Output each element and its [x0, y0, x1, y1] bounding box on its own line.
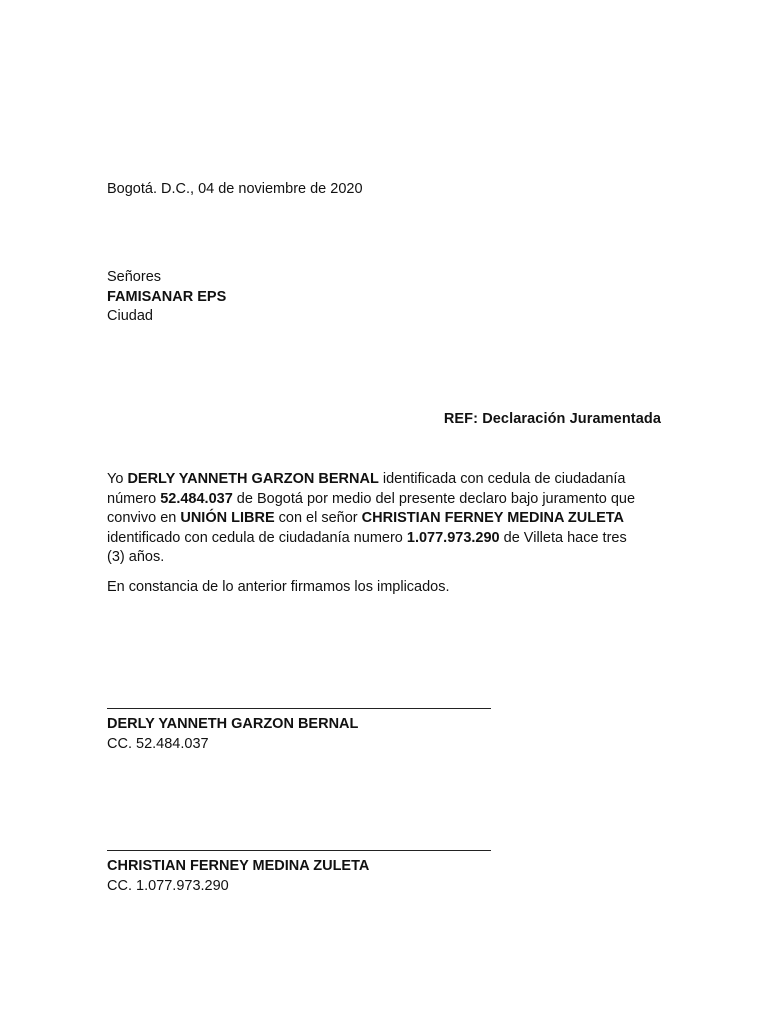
closing-statement: En constancia de lo anterior firmamos los implicados. — [107, 578, 450, 595]
signature-line — [107, 708, 491, 709]
signer-name-text: CHRISTIAN FERNEY MEDINA ZULETA — [107, 858, 370, 874]
recipient-block — [107, 268, 226, 327]
declaration-paragraph — [107, 470, 667, 568]
signer-id: CC. 52.484.037 — [107, 735, 209, 752]
signer-name-text: DERLY YANNETH GARZON BERNAL — [107, 716, 359, 732]
declarant-id-number: 52.484.037 — [160, 490, 233, 507]
signature-block-1 — [107, 708, 491, 754]
body-text: número — [107, 490, 161, 507]
letter-date: Bogotá. D.C., 04 de noviembre de 2020 — [107, 181, 363, 197]
declarant-name: DERLY YANNETH GARZON BERNAL — [127, 471, 379, 487]
body-text: de Villeta hace tres — [499, 529, 627, 546]
partner-name: CHRISTIAN FERNEY MEDINA ZULETA — [361, 510, 625, 526]
body-text: (3) años. — [107, 549, 165, 565]
body-text: convivo en — [107, 510, 181, 526]
signer-name — [107, 857, 491, 877]
body-text: de Bogotá por medio del presente declaro bajo juramento que — [232, 490, 636, 507]
relationship-type: UNIÓN LIBRE — [180, 510, 275, 526]
recipient-name-text: FAMISANAR EPS — [107, 288, 227, 305]
recipient-city: Ciudad — [107, 308, 153, 324]
signer-name — [107, 715, 491, 735]
recipient-salutation: Señores — [107, 269, 162, 285]
signature-block-2 — [107, 850, 491, 896]
recipient-name — [107, 288, 226, 308]
signature-line — [107, 850, 491, 851]
reference-line: REF: Declaración Juramentada — [443, 411, 661, 427]
signer-id: CC. 1.077.973.290 — [107, 877, 229, 894]
body-text: identificada con cedula de ciudadanía — [378, 471, 626, 487]
partner-id-number: 1.077.973.290 — [406, 529, 500, 546]
declaration-body — [107, 470, 667, 597]
body-text: con el señor — [274, 510, 362, 526]
body-text: Yo — [107, 471, 128, 487]
body-text: identificado con cedula de ciudadanía numero — [107, 529, 407, 546]
